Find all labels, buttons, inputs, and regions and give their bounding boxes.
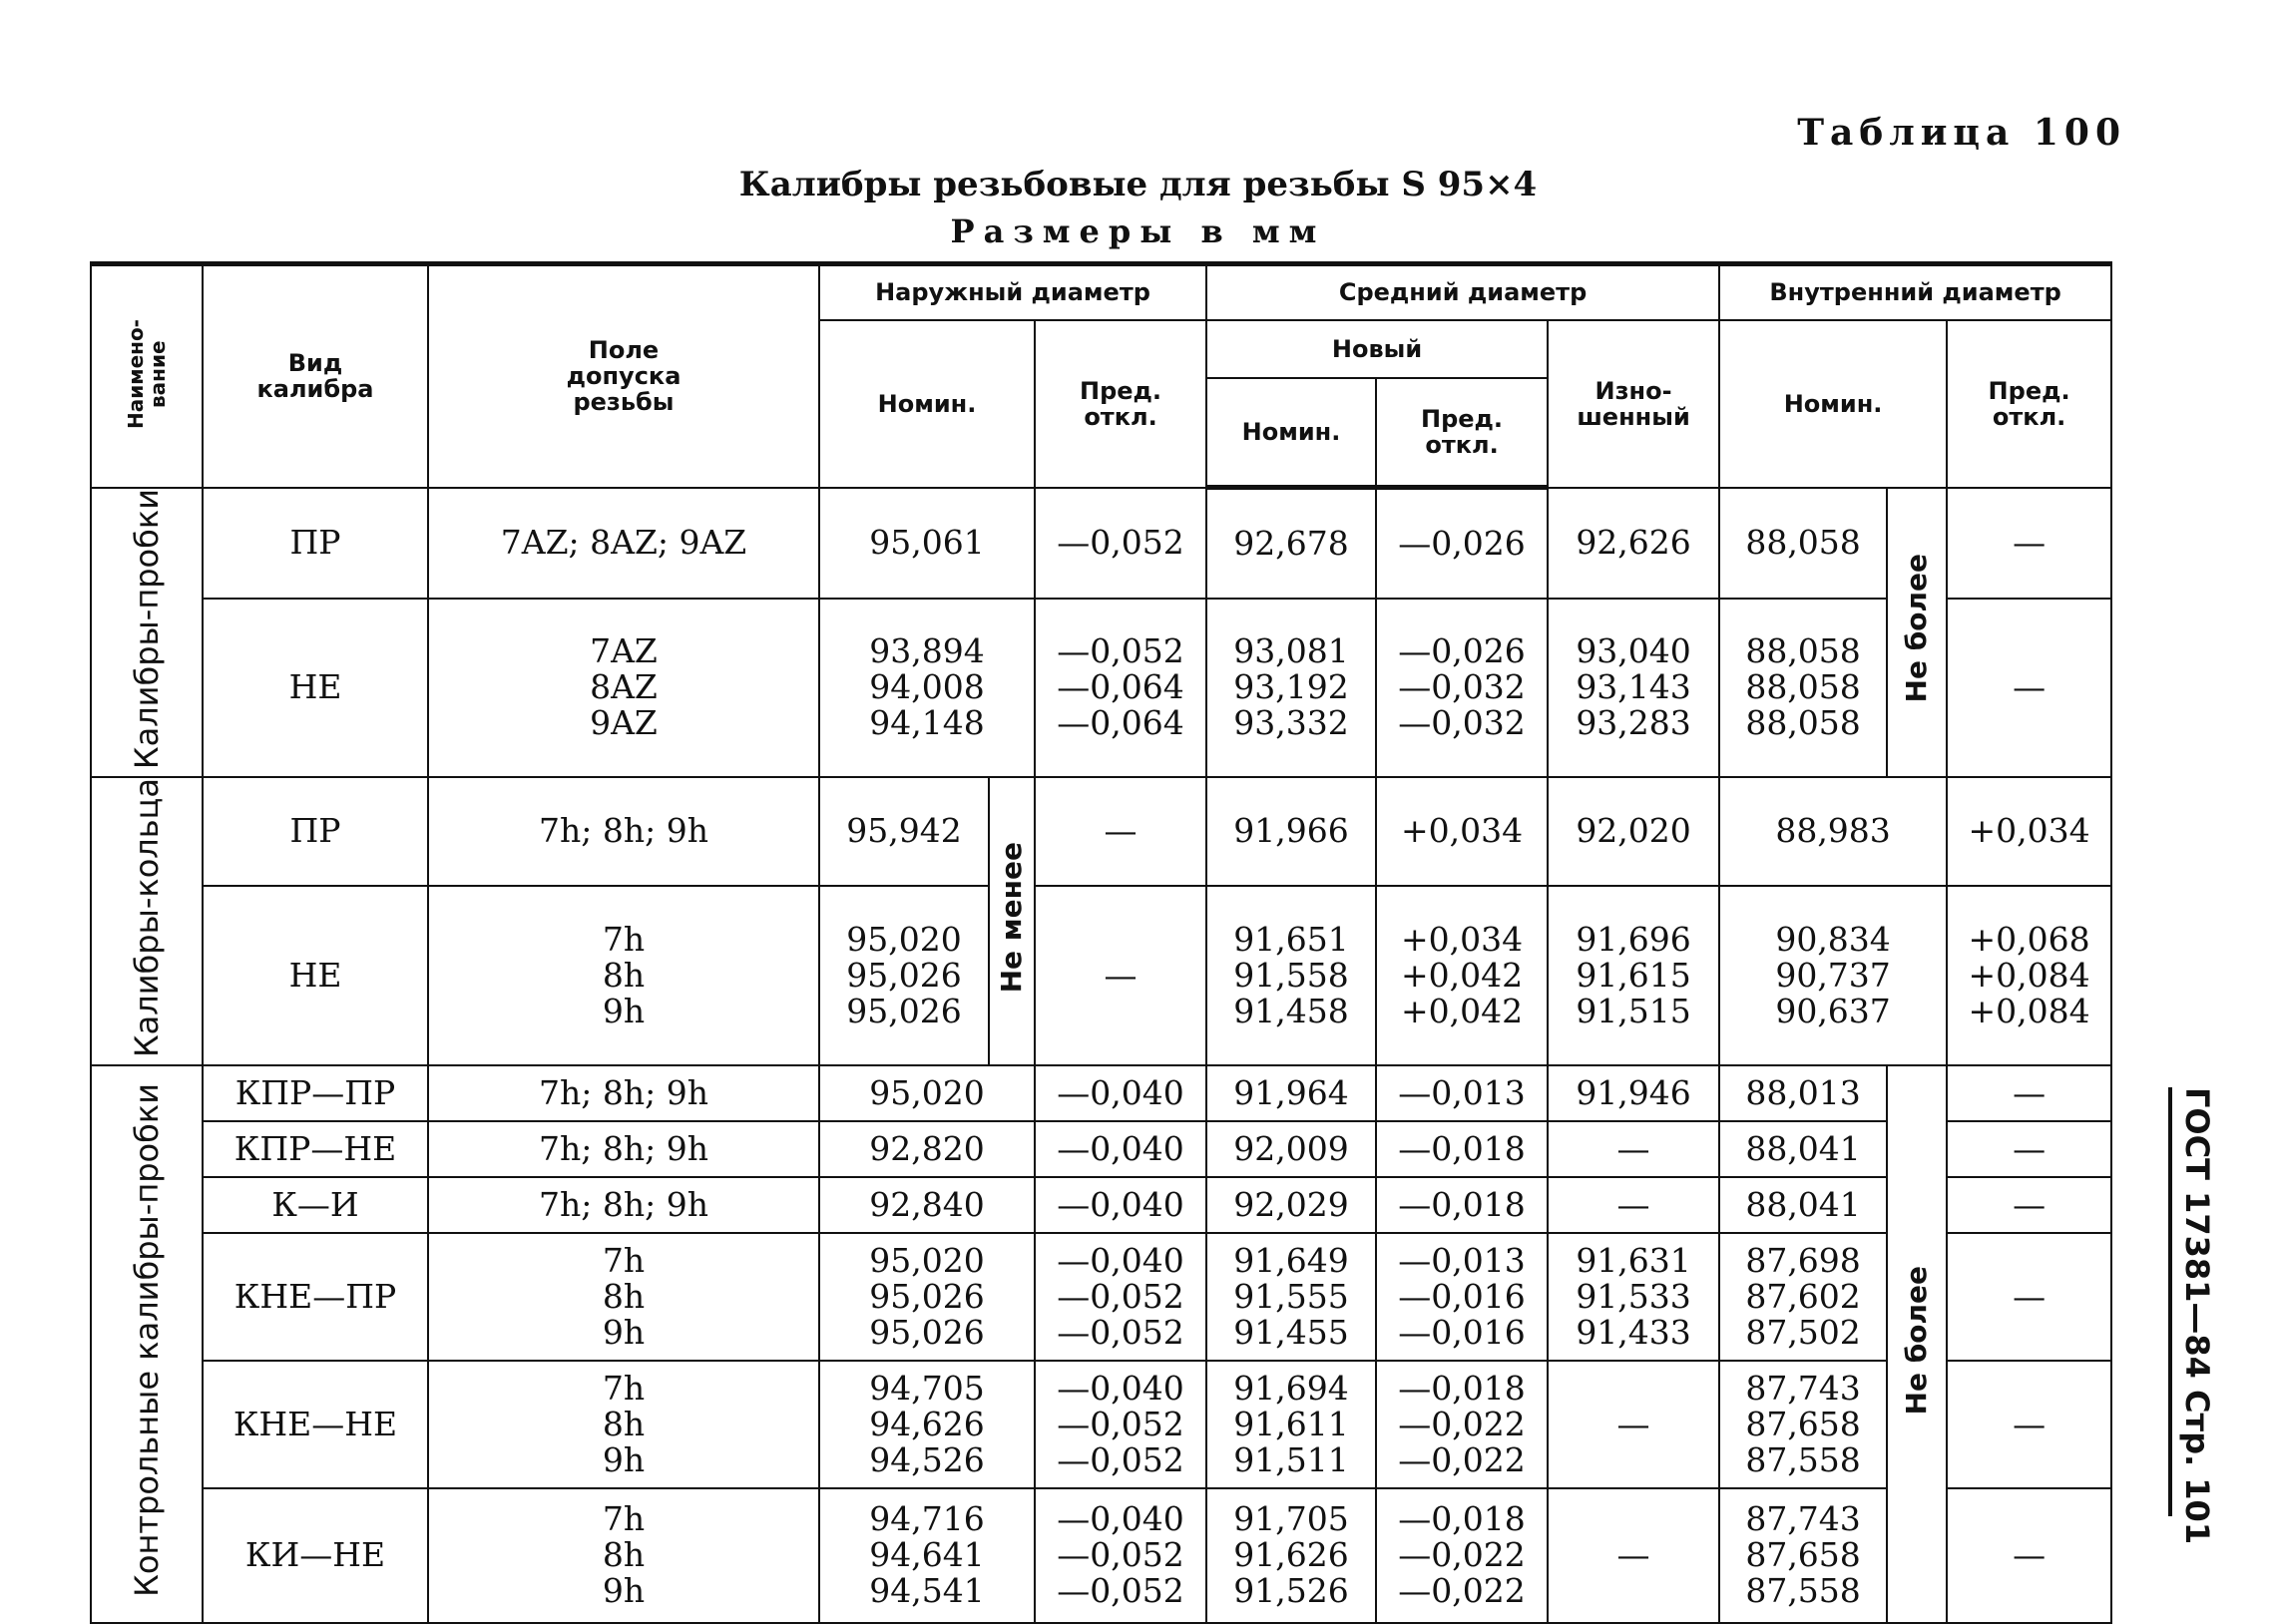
cell-outer-nominal: 95,020 95,026 95,026 xyxy=(819,886,989,1065)
table-units: Размеры в мм xyxy=(950,212,1326,250)
cell-kind: ПР xyxy=(203,777,428,886)
cell-inner-dev: +0,034 xyxy=(1947,777,2111,886)
cell-inner-dev: — xyxy=(1947,1488,2111,1623)
cell-kind: К—И xyxy=(203,1177,428,1233)
cell-inner-dev: — xyxy=(1947,1121,2111,1177)
header-outer-nominal: Номин. xyxy=(819,320,1035,488)
note-ne-bolee-plugs: Не более xyxy=(1887,488,1947,777)
cell-tolerance: 7h 8h 9h xyxy=(428,1488,819,1623)
cell-tolerance: 7h 8h 9h xyxy=(428,1233,819,1361)
cell-mid-worn: 92,626 xyxy=(1548,488,1719,599)
standard-reference: ГОСТ 17381—84 Стр. 101 xyxy=(2178,1087,2216,1545)
cell-outer-dev: — xyxy=(1035,886,1206,1065)
cell-kind: КНЕ—ПР xyxy=(203,1233,428,1361)
cell-inner-nominal: 88,983 xyxy=(1719,777,1947,886)
cell-kind: НЕ xyxy=(203,886,428,1065)
cell-kind: КИ—НЕ xyxy=(203,1488,428,1623)
cell-outer-dev: —0,052 —0,064 —0,064 xyxy=(1035,599,1206,777)
cell-tolerance: 7AZ; 8AZ; 9AZ xyxy=(428,488,819,599)
cell-inner-nominal: 88,041 xyxy=(1719,1177,1887,1233)
cell-mid-dev: +0,034 xyxy=(1376,777,1548,886)
cell-mid-dev: +0,034 +0,042 +0,042 xyxy=(1376,886,1548,1065)
cell-inner-nominal: 88,058 88,058 88,058 xyxy=(1719,599,1887,777)
cell-kind: НЕ xyxy=(203,599,428,777)
cell-outer-nominal: 95,942 xyxy=(819,777,989,886)
header-new: Новый xyxy=(1206,320,1548,378)
cell-kind: ПР xyxy=(203,488,428,599)
cell-mid-worn: 93,040 93,143 93,283 xyxy=(1548,599,1719,777)
cell-inner-dev: — xyxy=(1947,1233,2111,1361)
cell-inner-dev: — xyxy=(1947,1065,2111,1121)
cell-outer-dev: —0,040 —0,052 —0,052 xyxy=(1035,1361,1206,1488)
cell-mid-dev: —0,018 xyxy=(1376,1121,1548,1177)
cell-outer-dev: —0,040 xyxy=(1035,1121,1206,1177)
cell-mid-nominal: 91,964 xyxy=(1206,1065,1376,1121)
cell-tolerance: 7h; 8h; 9h xyxy=(428,1065,819,1121)
cell-outer-nominal: 95,020 95,026 95,026 xyxy=(819,1233,1035,1361)
table-row xyxy=(91,1488,2111,1623)
cell-inner-nominal: 88,058 xyxy=(1719,488,1887,599)
cell-kind: КПР—ПР xyxy=(203,1065,428,1121)
cell-tolerance: 7AZ 8AZ 9AZ xyxy=(428,599,819,777)
cell-mid-nominal: 91,966 xyxy=(1206,777,1376,886)
cell-mid-nominal: 91,649 91,555 91,455 xyxy=(1206,1233,1376,1361)
cell-mid-worn: — xyxy=(1548,1488,1719,1623)
gauge-table xyxy=(90,261,2112,1624)
cell-mid-nominal: 91,705 91,626 91,526 xyxy=(1206,1488,1376,1623)
cell-mid-dev: —0,026 —0,032 —0,032 xyxy=(1376,599,1548,777)
header-mid-nominal: Номин. xyxy=(1206,378,1376,488)
cell-tolerance: 7h; 8h; 9h xyxy=(428,777,819,886)
cell-mid-nominal: 92,009 xyxy=(1206,1121,1376,1177)
table-row xyxy=(91,599,2111,777)
cell-mid-worn: 91,696 91,615 91,515 xyxy=(1548,886,1719,1065)
cell-inner-nominal: 87,698 87,602 87,502 xyxy=(1719,1233,1887,1361)
table-row xyxy=(91,777,2111,886)
group-control: Контрольные калибры-пробки xyxy=(91,1065,203,1623)
cell-tolerance: 7h; 8h; 9h xyxy=(428,1121,819,1177)
cell-mid-nominal: 92,678 xyxy=(1206,488,1376,599)
cell-mid-worn: — xyxy=(1548,1361,1719,1488)
header-tolerance: Поле допуска резьбы xyxy=(428,264,819,488)
cell-inner-dev: +0,068 +0,084 +0,084 xyxy=(1947,886,2111,1065)
cell-mid-dev: —0,018 —0,022 —0,022 xyxy=(1376,1488,1548,1623)
header-mid-diameter: Средний диаметр xyxy=(1206,264,1719,320)
note-ne-bolee-control: Не более xyxy=(1887,1065,1947,1623)
cell-outer-nominal: 94,705 94,626 94,526 xyxy=(819,1361,1035,1488)
cell-mid-worn: 92,020 xyxy=(1548,777,1719,886)
cell-kind: КНЕ—НЕ xyxy=(203,1361,428,1488)
table-row xyxy=(91,886,2111,1065)
cell-outer-nominal: 95,020 xyxy=(819,1065,1035,1121)
cell-tolerance: 7h 8h 9h xyxy=(428,886,819,1065)
note-ne-menee-rings: Не менее xyxy=(989,777,1035,1065)
cell-inner-dev: — xyxy=(1947,1177,2111,1233)
header-inner-nominal: Номин. xyxy=(1719,320,1947,488)
side-rule xyxy=(2168,1087,2172,1516)
header-kind: Вид калибра xyxy=(203,264,428,488)
cell-mid-dev: —0,026 xyxy=(1376,488,1548,599)
header-worn: Изно- шенный xyxy=(1548,320,1719,488)
cell-mid-nominal: 91,694 91,611 91,511 xyxy=(1206,1361,1376,1488)
cell-inner-nominal: 87,743 87,658 87,558 xyxy=(1719,1361,1887,1488)
cell-outer-nominal: 95,061 xyxy=(819,488,1035,599)
cell-inner-nominal: 88,013 xyxy=(1719,1065,1887,1121)
cell-outer-nominal: 94,716 94,641 94,541 xyxy=(819,1488,1035,1623)
cell-outer-nominal: 92,820 xyxy=(819,1121,1035,1177)
table-row xyxy=(91,1233,2111,1361)
group-plugs: Калибры-пробки xyxy=(91,488,203,777)
cell-outer-dev: —0,040 —0,052 —0,052 xyxy=(1035,1488,1206,1623)
table-row xyxy=(91,488,2111,599)
cell-outer-nominal: 93,894 94,008 94,148 xyxy=(819,599,1035,777)
header-outer-dev: Пред. откл. xyxy=(1035,320,1206,488)
cell-mid-nominal: 91,651 91,558 91,458 xyxy=(1206,886,1376,1065)
cell-inner-nominal: 90,834 90,737 90,637 xyxy=(1719,886,1947,1065)
cell-outer-dev: —0,040 xyxy=(1035,1177,1206,1233)
cell-tolerance: 7h; 8h; 9h xyxy=(428,1177,819,1233)
header-mid-dev: Пред. откл. xyxy=(1376,378,1548,488)
cell-inner-nominal: 87,743 87,658 87,558 xyxy=(1719,1488,1887,1623)
cell-mid-dev: —0,018 —0,022 —0,022 xyxy=(1376,1361,1548,1488)
cell-mid-dev: —0,013 xyxy=(1376,1065,1548,1121)
table-row xyxy=(91,1121,2111,1177)
cell-kind: КПР—НЕ xyxy=(203,1121,428,1177)
cell-mid-worn: — xyxy=(1548,1177,1719,1233)
header-inner-diameter: Внутренний диаметр xyxy=(1719,264,2111,320)
cell-outer-dev: — xyxy=(1035,777,1206,886)
cell-mid-dev: —0,018 xyxy=(1376,1177,1548,1233)
cell-inner-dev: — xyxy=(1947,488,2111,599)
header-name: Наимено- вание xyxy=(91,264,203,488)
table-number: Таблица 100 xyxy=(1797,112,2126,154)
header-inner-dev: Пред. откл. xyxy=(1947,320,2111,488)
cell-mid-worn: 91,946 xyxy=(1548,1065,1719,1121)
cell-inner-nominal: 88,041 xyxy=(1719,1121,1887,1177)
group-rings: Калибры-кольца xyxy=(91,777,203,1065)
table-row xyxy=(91,1361,2111,1488)
cell-outer-dev: —0,052 xyxy=(1035,488,1206,599)
cell-mid-worn: 91,631 91,533 91,433 xyxy=(1548,1233,1719,1361)
cell-mid-nominal: 92,029 xyxy=(1206,1177,1376,1233)
cell-mid-worn: — xyxy=(1548,1121,1719,1177)
header-outer-diameter: Наружный диаметр xyxy=(819,264,1206,320)
cell-inner-dev: — xyxy=(1947,1361,2111,1488)
cell-inner-dev: — xyxy=(1947,599,2111,777)
table-row xyxy=(91,1177,2111,1233)
cell-mid-dev: —0,013 —0,016 —0,016 xyxy=(1376,1233,1548,1361)
cell-tolerance: 7h 8h 9h xyxy=(428,1361,819,1488)
cell-outer-dev: —0,040 xyxy=(1035,1065,1206,1121)
cell-mid-nominal: 93,081 93,192 93,332 xyxy=(1206,599,1376,777)
cell-outer-dev: —0,040 —0,052 —0,052 xyxy=(1035,1233,1206,1361)
header-row-1 xyxy=(91,264,2111,320)
cell-outer-nominal: 92,840 xyxy=(819,1177,1035,1233)
table-row xyxy=(91,1065,2111,1121)
table-title: Калибры резьбовые для резьбы S 95×4 xyxy=(738,165,1538,204)
